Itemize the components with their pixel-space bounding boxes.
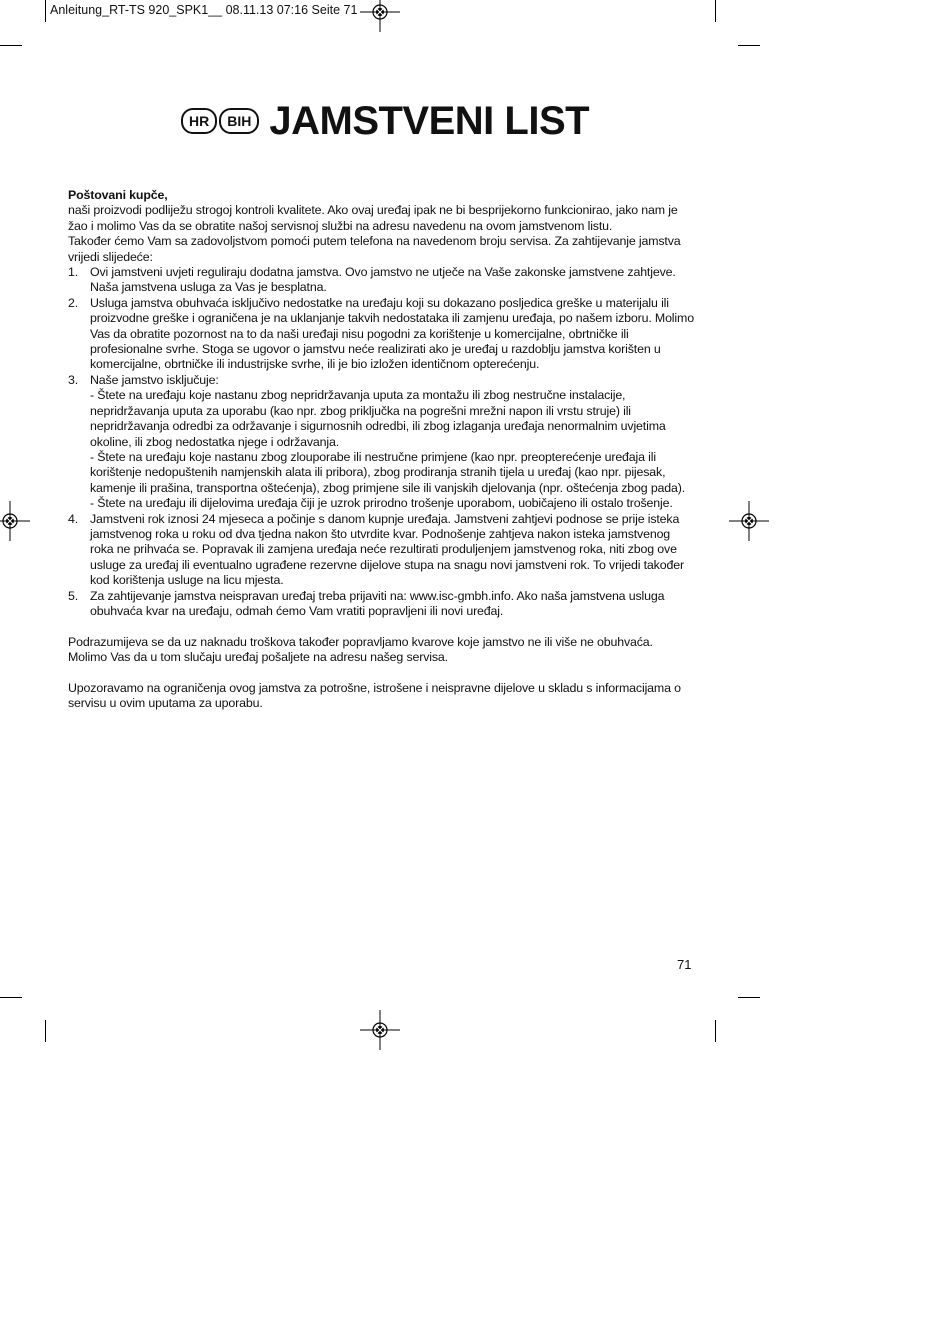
closing-paragraph: Molimo Vas da u tom slučaju uređaj pošaljete na adresu našeg servisa. [68,650,448,665]
greeting: Poštovani kupče, [68,188,168,202]
intro-paragraph: naši proizvodi podliježu strogoj kontroli kvalitete. Ako ovaj uređaj ipak ne bi besprijekorno funkcionirao, jako nam je žao i molimo Vas da se obratite našoj servisnoj službi na adresu navedenu na ovom jamstvenom listu. [68,203,678,233]
warranty-text [68,188,696,712]
list-item-number: 3. [68,372,79,387]
list-item-text: - Štete na uređaju koje nastanu zbog nepridržavanja uputa za montažu ili zbog nestručne instalacije, nepridržavanja uputa za uporabu (kao npr. zbog priključka na pogrešni mrežni napon ili vrstu struje) ili nepridržavanja odredbi za održavanje i sigurnosnih odredbi, ili zbog izlaganja uređaja nenormalnim uvjetima okoline, ili zbog nedostatka njege i održavanja. [90,388,666,449]
list-item [68,589,696,620]
crop-mark [45,1020,46,1042]
registration-mark-icon [729,501,769,541]
terms-list [68,265,696,619]
list-item-text: Za zahtijevanje jamstva neispravan uređaj treba prijaviti na: www.isc-gmbh.info. Ako naša jamstvena usluga obuhvaća kvar na uređaju, odmah ćemo Vam vratiti popravljeni ili novi uređaj. [90,588,665,618]
list-item-number: 2. [68,295,79,310]
registration-mark-icon [360,0,400,32]
list-item-text: Usluga jamstva obuhvaća isključivo nedostatke na uređaju koji su dokazano posljedica greške u materijalu ili proizvodne greške i ograničena je na uklanjanje takvih nedostataka ili zamjenu uređaja, po našem izboru. Molimo Vas da obratite pozornost na to da naši uređaji nisu pogodni za korištenje u komercijalne, obrtničke ili profesionalne svrhe. Stoga se ugovor o jamstvu neće realizirati ako je uređaj u razdoblju jamstva korišten u komercijalne, obrtničke ili industrijske svrhe, ili je bio izložen identičnom opterećenju. [90,295,694,372]
registration-mark-icon [360,1010,400,1050]
page-title: JAMSTVENI LIST [269,99,590,143]
list-item-number: 1. [68,265,79,280]
crop-mark [45,0,46,22]
crop-mark [0,45,22,46]
list-item [68,265,696,296]
list-item-text: Ovi jamstveni uvjeti reguliraju dodatna jamstva. Ovo jamstvo ne utječe na Vaše zakonske jamstvene zahtjeve. Naša jamstvena usluga za Vas je besplatna. [90,265,676,295]
registration-mark-icon [0,501,30,541]
print-slug: Anleitung_RT-TS 920_SPK1__ 08.11.13 07:16 Seite 71 [50,3,358,17]
intro-paragraph: Također ćemo Vam sa zadovoljstvom pomoći putem telefona na navedenom broju servisa. Za zahtijevanje jamstva vrijedi slijedeće: [68,234,681,264]
list-item-text: Naše jamstvo isključuje: [90,372,219,387]
crop-mark [0,997,22,998]
list-item [68,373,696,512]
list-item-number: 5. [68,588,79,603]
list-item-text: - Štete na uređaju koje nastanu zbog zlouporabe ili nestručne primjene (kao npr. preopterećenje uređaja ili korištenje nedopuštenih namjenskih alata ili pribora), zbog prodiranja stranih tijela u uređaj (kao npr. pijesak, kamenje ili prašina, transportna oštećenja), zbog primjene sile ili vanjskih djelovanja (npr. oštećenja zbog pada). [90,449,686,495]
list-item [68,296,696,373]
list-item-text: - Štete na uređaju ili dijelovima uređaja čiji je uzrok prirodno trošenje uporabom, uobičajeno ili ostalo trošenje. [90,496,673,511]
list-item [68,512,696,589]
list-item-text: Jamstveni rok iznosi 24 mjeseca a počinje s danom kupnje uređaja. Jamstveni zahtjevi podnose se prije isteka jamstvenog roka u roku od dva tjedna nakon što utvrdite kvar. Podnošenje zahtjeva nakon isteka jamstvenog roka ne prihvaća se. Popravak ili zamjena uređaja neće rezultirati produljenjem jamstvenog roka, niti zbog ove usluge za uređaj ili eventualno ugrađene rezervne dijelove stupa na snagu novi jamstveni rok. To vrijedi također kod korištenja usluge na licu mjesta. [90,511,684,588]
crop-mark [715,1020,716,1042]
country-badge-bih: BIH [219,108,259,134]
closing-paragraph: Podrazumijeva se da uz naknadu troškova također popravljamo kvarove koje jamstvo ne ili više ne obuhvaća. [68,634,653,649]
crop-mark [715,0,716,22]
country-badge-hr: HR [181,108,217,134]
page-header [181,97,589,145]
crop-mark [738,45,760,46]
list-item-number: 4. [68,511,79,526]
closing-paragraph: Upozoravamo na ograničenja ovog jamstva za potrošne, istrošene i neispravne dijelove u skladu s informacijama o servisu u ovim uputama za uporabu. [68,680,681,711]
page-number: 71 [677,957,692,972]
crop-mark [738,997,760,998]
